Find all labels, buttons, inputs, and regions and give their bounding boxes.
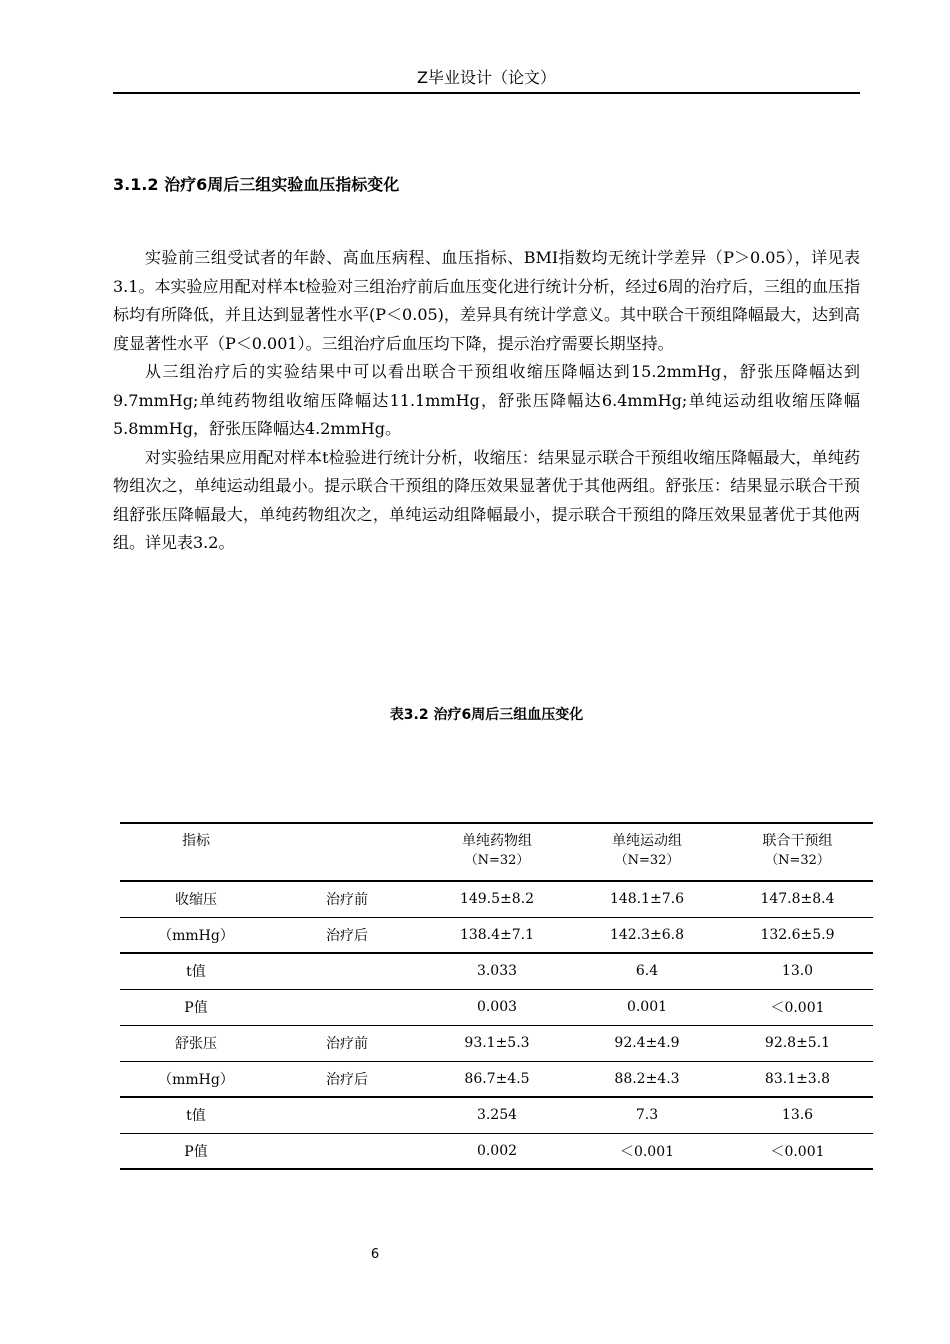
cell-value: 0.003	[422, 989, 572, 1025]
results-table	[120, 822, 873, 1170]
header-group-exercise	[572, 823, 722, 881]
row-label: t值	[120, 953, 272, 989]
cell-value: 13.6	[722, 1097, 873, 1133]
cell-value: 88.2±4.3	[572, 1061, 722, 1097]
row-phase: 治疗前	[272, 1025, 422, 1061]
cell-value: 132.6±5.9	[722, 917, 873, 953]
table-row	[120, 1025, 873, 1061]
cell-value: 83.1±3.8	[722, 1061, 873, 1097]
cell-value: 3.033	[422, 953, 572, 989]
group-n: （N=32）	[765, 853, 830, 868]
page-header: Z毕业设计（论文）	[113, 66, 860, 94]
table-row	[120, 953, 873, 989]
table-header-row	[120, 823, 873, 881]
cell-value: 142.3±6.8	[572, 917, 722, 953]
section-heading: 3.1.2 治疗6周后三组实验血压指标变化	[113, 175, 400, 194]
paragraph-3: 对实验结果应用配对样本t检验进行统计分析，收缩压：结果显示联合干预组收缩压降幅最大，单纯药物组次之，单纯运动组最小。提示联合干预组的降压效果显著优于其他两组。舒张压：结果显示联合干预组舒张压降幅最大，单纯药物组次之，单纯运动组降幅最小，提示联合干预组的降压效果显著优于其他两组。详见表3.2。	[113, 447, 860, 552]
header-group-combined	[722, 823, 873, 881]
row-label: （mmHg）	[120, 917, 272, 953]
group-name: 联合干预组	[762, 833, 833, 849]
header-blank	[272, 823, 422, 881]
body-text	[113, 244, 860, 558]
row-phase	[272, 953, 422, 989]
cell-value: 93.1±5.3	[422, 1025, 572, 1061]
row-label: t值	[120, 1097, 272, 1133]
row-phase: 治疗前	[272, 881, 422, 917]
table-row	[120, 1097, 873, 1133]
row-phase	[272, 1097, 422, 1133]
row-phase: 治疗后	[272, 1061, 422, 1097]
table-row	[120, 1061, 873, 1097]
header-group-drug	[422, 823, 572, 881]
group-name: 单纯药物组	[462, 833, 532, 849]
group-n: （N=32）	[614, 853, 680, 868]
row-label: P值	[120, 1133, 272, 1169]
cell-value: 147.8±8.4	[722, 881, 873, 917]
cell-value: ＜0.001	[572, 1133, 722, 1169]
header-indicator: 指标	[120, 823, 272, 881]
cell-value: 0.001	[572, 989, 722, 1025]
cell-value: 148.1±7.6	[572, 881, 722, 917]
cell-value: 13.0	[722, 953, 873, 989]
group-name: 单纯运动组	[612, 833, 682, 849]
paragraph-2: 从三组治疗后的实验结果中可以看出联合干预组收缩压降幅达到15.2mmHg，舒张压降幅达到9.7mmHg;单纯药物组收缩压降幅达11.1mmHg，舒张压降幅达6.4mmHg;单纯运动组收缩压降幅5.8mmHg，舒张压降幅达4.2mmHg。	[113, 362, 860, 438]
row-phase	[272, 989, 422, 1025]
paragraph-1: 实验前三组受试者的年龄、高血压病程、血压指标、BMI指数均无统计学差异（P＞0.05），详见表3.1。本实验应用配对样本t检验对三组治疗前后血压变化进行统计分析，经过6周的治疗后，三组的血压指标均有所降低，并且达到显著性水平(P＜0.05)，差异具有统计学意义。其中联合干预组降幅最大，达到高度显著性水平（P＜0.001）。三组治疗后血压均下降，提示治疗需要长期坚持。	[113, 248, 860, 353]
table-caption: 表3.2 治疗6周后三组血压变化	[389, 707, 584, 723]
row-label: 收缩压	[120, 881, 272, 917]
cell-value: 86.7±4.5	[422, 1061, 572, 1097]
table-row	[120, 881, 873, 917]
cell-value: 92.4±4.9	[572, 1025, 722, 1061]
row-phase	[272, 1133, 422, 1169]
row-label: P值	[120, 989, 272, 1025]
table-row	[120, 989, 873, 1025]
cell-value: ＜0.001	[722, 1133, 873, 1169]
page-number: 6	[370, 1247, 380, 1262]
cell-value: 0.002	[422, 1133, 572, 1169]
cell-value: ＜0.001	[722, 989, 873, 1025]
row-label: 舒张压	[120, 1025, 272, 1061]
group-n: （N=32）	[464, 853, 530, 868]
row-label: （mmHg）	[120, 1061, 272, 1097]
table-row	[120, 917, 873, 953]
row-phase: 治疗后	[272, 917, 422, 953]
cell-value: 92.8±5.1	[722, 1025, 873, 1061]
cell-value: 3.254	[422, 1097, 572, 1133]
cell-value: 138.4±7.1	[422, 917, 572, 953]
table-row	[120, 1133, 873, 1169]
cell-value: 7.3	[572, 1097, 722, 1133]
cell-value: 149.5±8.2	[422, 881, 572, 917]
cell-value: 6.4	[572, 953, 722, 989]
